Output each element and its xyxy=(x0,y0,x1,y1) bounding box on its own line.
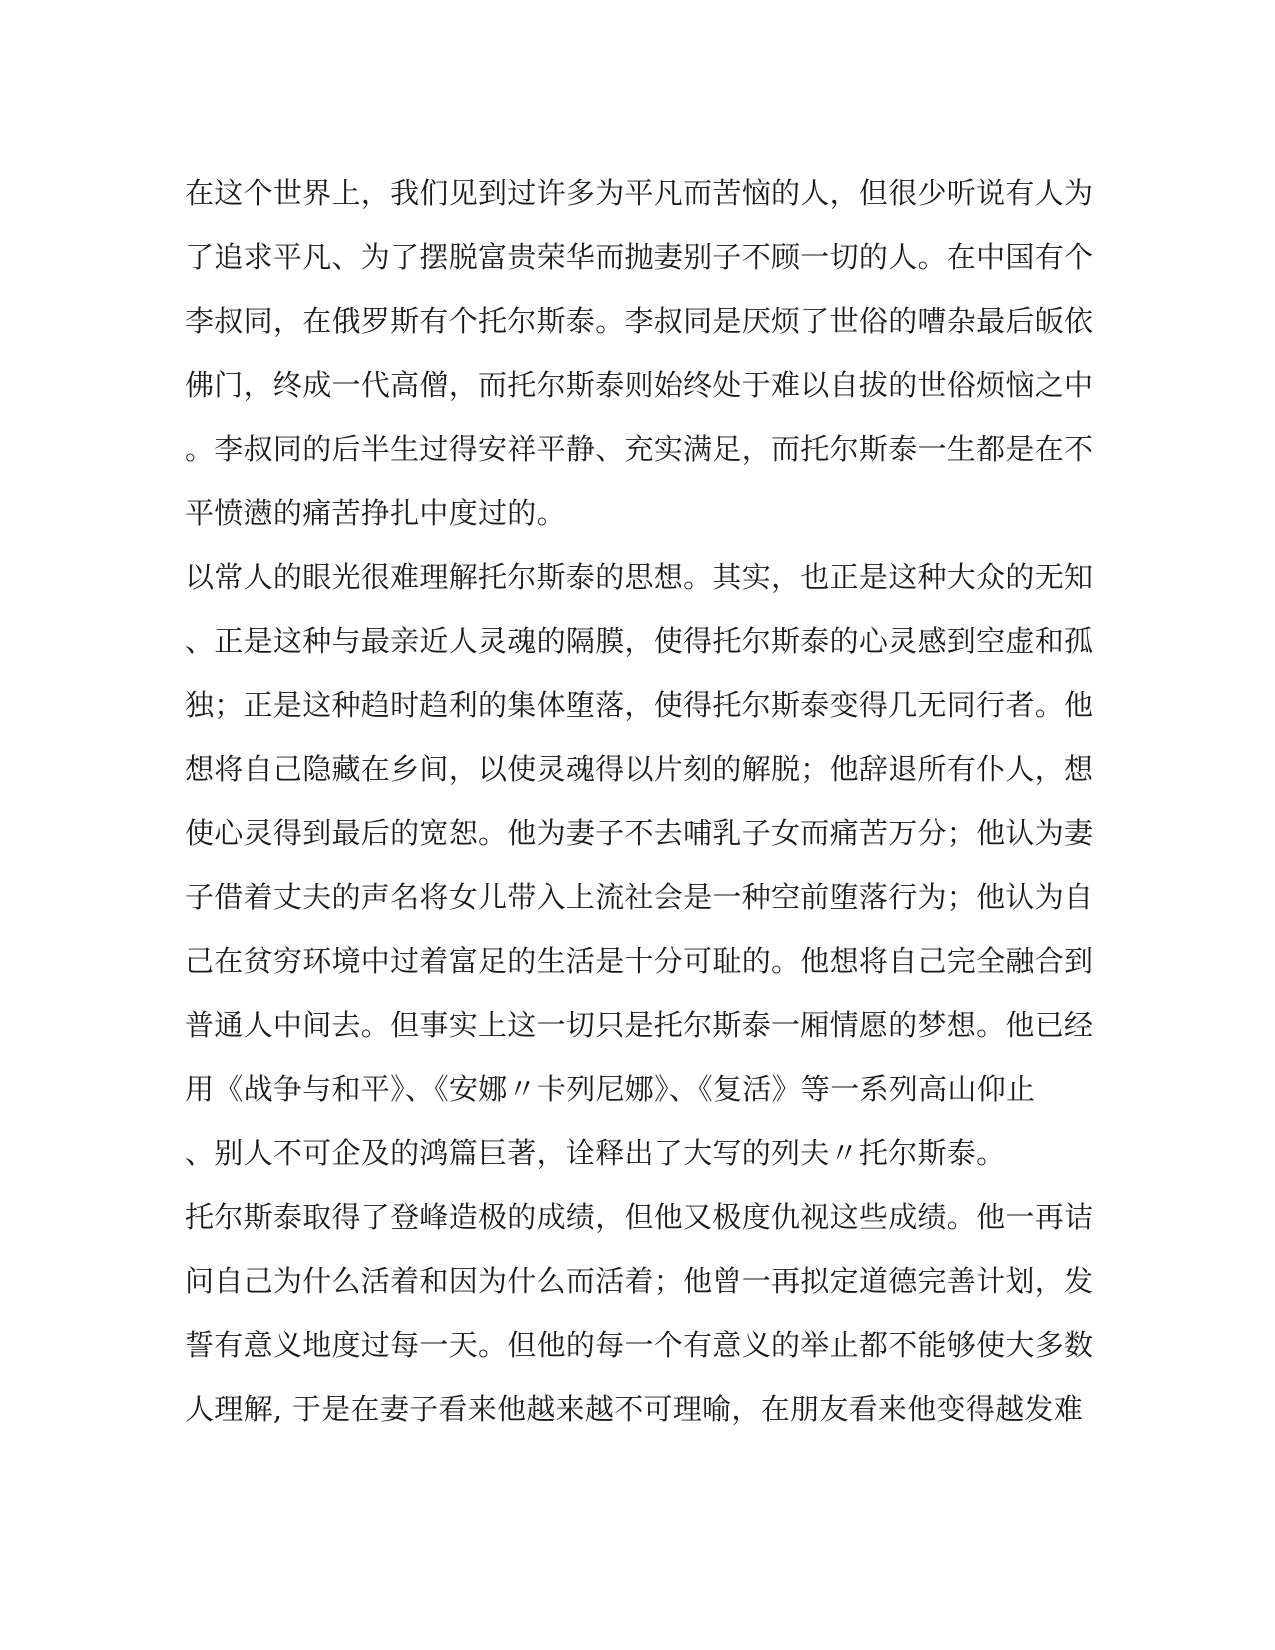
text-line: 己在贫穷环境中过着富足的生活是十分可耻的。他想将自己完全融合到 xyxy=(185,944,1094,978)
text-line: 誓有意义地度过每一天。但他的每一个有意义的举止都不能够使大多数 xyxy=(185,1328,1094,1362)
text-line: 使心灵得到最后的宽恕。他为妻子不去哺乳子女而痛苦万分；他认为妻 xyxy=(185,816,1094,850)
text-line: 佛门，终成一代高僧，而托尔斯泰则始终处于难以自拔的世俗烦恼之中 xyxy=(185,368,1094,402)
text-line: 子借着丈夫的声名将女儿带入上流社会是一种空前堕落行为；他认为自 xyxy=(185,880,1094,914)
text-line: 人理解, 于是在妻子看来他越来越不可理喻，在朋友看来他变得越发难 xyxy=(185,1392,1084,1426)
text-line: 了追求平凡、为了摆脱富贵荣华而抛妻别子不顾一切的人。在中国有个 xyxy=(185,240,1094,274)
body-text xyxy=(185,161,1094,1441)
text-line: 普通人中间去。但事实上这一切只是托尔斯泰一厢情愿的梦想。他已经 xyxy=(185,1008,1094,1042)
text-line: 用《战争与和平》、《安娜〃卡列尼娜》、《复活》等一系列高山仰止 xyxy=(185,1072,1036,1106)
text-line: 。李叔同的后半生过得安祥平静、充实满足，而托尔斯泰一生都是在不 xyxy=(185,432,1094,466)
text-line: 独；正是这种趋时趋利的集体堕落，使得托尔斯泰变得几无同行者。他 xyxy=(185,688,1094,722)
text-line: 想将自己隐藏在乡间，以使灵魂得以片刻的解脱；他辞退所有仆人，想 xyxy=(185,752,1094,786)
text-line: 李叔同，在俄罗斯有个托尔斯泰。李叔同是厌烦了世俗的嘈杂最后皈依 xyxy=(185,304,1094,338)
text-line: 、正是这种与最亲近人灵魂的隔膜，使得托尔斯泰的心灵感到空虚和孤 xyxy=(185,624,1094,658)
text-line: 托尔斯泰取得了登峰造极的成绩，但他又极度仇视这些成绩。他一再诘 xyxy=(185,1200,1094,1234)
text-line: 、别人不可企及的鸿篇巨著，诠释出了大写的列夫〃托尔斯泰。 xyxy=(185,1136,1006,1170)
text-line: 在这个世界上，我们见到过许多为平凡而苦恼的人，但很少听说有人为 xyxy=(185,176,1094,210)
text-line: 问自己为什么活着和因为什么而活着；他曾一再拟定道德完善计划，发 xyxy=(185,1264,1094,1298)
text-line: 以常人的眼光很难理解托尔斯泰的思想。其实，也正是这种大众的无知 xyxy=(185,560,1094,594)
text-line: 平愤懑的痛苦挣扎中度过的。 xyxy=(185,496,566,530)
